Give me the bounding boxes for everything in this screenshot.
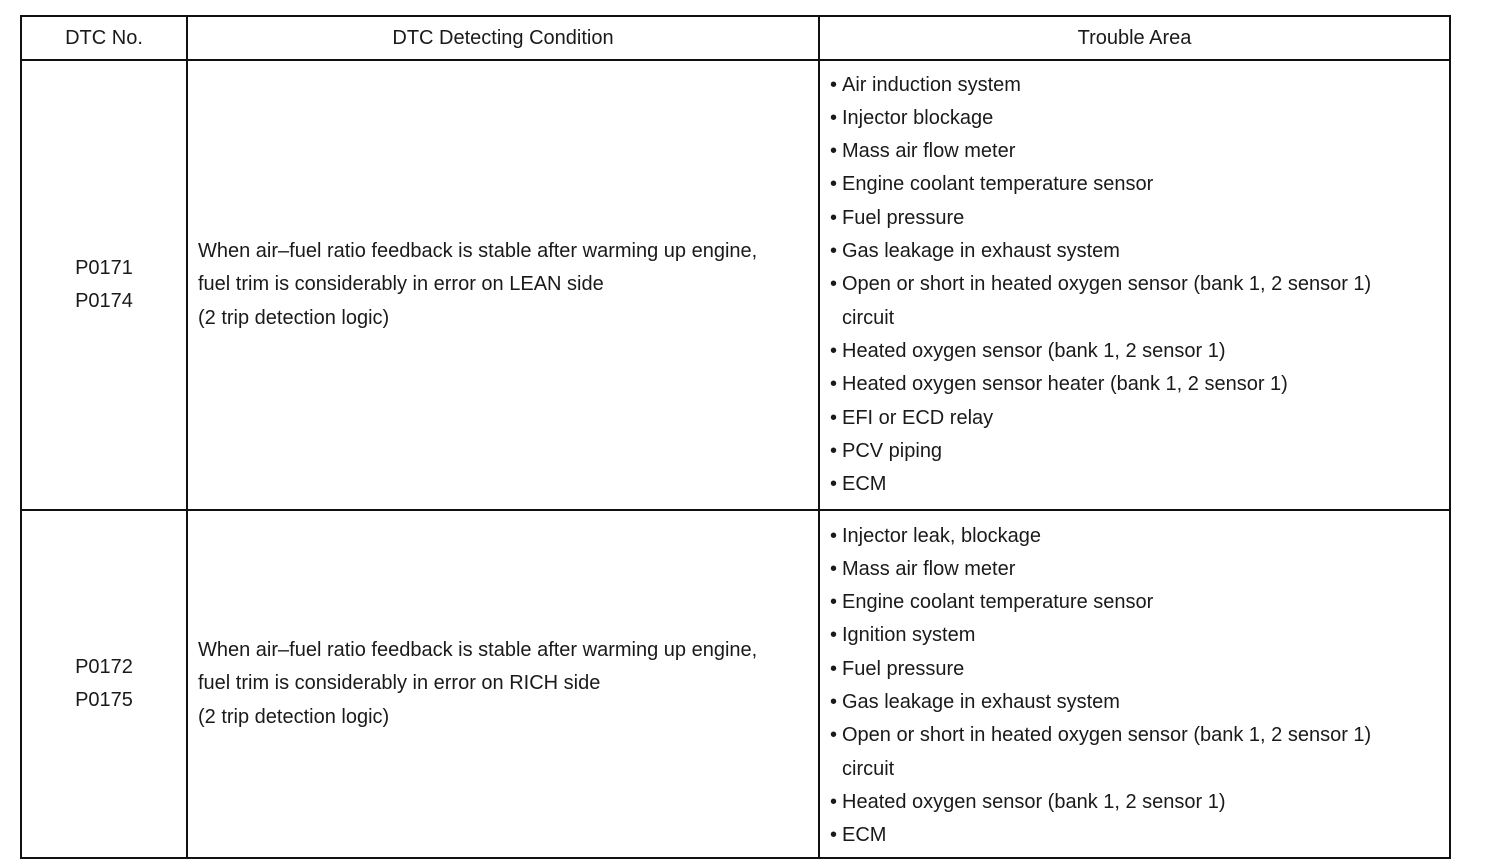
bullet-icon: • (830, 140, 838, 163)
dtc-code-cell (21, 510, 187, 858)
bullet-icon: • (830, 724, 838, 747)
trouble-area-item: • ECM (830, 468, 1449, 501)
bullet-icon: • (830, 657, 838, 680)
bullet-icon: • (830, 339, 838, 362)
trouble-area-item: • Open or short in heated oxygen sensor (bank 1, 2 sensor 1) circuit (830, 719, 1449, 786)
header-detecting-condition: DTC Detecting Condition (187, 16, 819, 60)
dtc-code: P0175 (75, 689, 133, 711)
condition-line: When air–fuel ratio feedback is stable after warming up engine, (198, 239, 758, 262)
trouble-area-cell (819, 510, 1450, 858)
bullet-icon: • (830, 173, 838, 196)
table-row (21, 60, 1450, 510)
bullet-icon: • (830, 473, 838, 496)
trouble-area-item: • Mass air flow meter (830, 135, 1449, 168)
dtc-code-cell (21, 60, 187, 510)
trouble-area-item: • Air induction system (830, 69, 1449, 102)
trouble-area-list (830, 520, 1449, 853)
condition-cell (187, 510, 819, 858)
bullet-icon: • (830, 373, 838, 396)
condition-line: (2 trip detection logic) (198, 705, 390, 728)
trouble-area-cell (819, 60, 1450, 510)
trouble-area-item: • Ignition system (830, 619, 1449, 652)
trouble-area-item: • Mass air flow meter (830, 553, 1449, 586)
header-row (21, 16, 1450, 60)
bullet-icon: • (830, 273, 838, 296)
bullet-icon: • (830, 790, 838, 813)
bullet-icon: • (830, 73, 838, 96)
dtc-code: P0174 (75, 290, 133, 312)
bullet-icon: • (830, 524, 838, 547)
trouble-area-item: • Injector leak, blockage (830, 520, 1449, 553)
bullet-icon: • (830, 106, 838, 129)
bullet-icon: • (830, 406, 838, 429)
trouble-area-item: • PCV piping (830, 435, 1449, 468)
trouble-area-item: • Engine coolant temperature sensor (830, 168, 1449, 201)
condition-line: fuel trim is considerably in error on RICH side (198, 672, 601, 695)
trouble-area-item: • Gas leakage in exhaust system (830, 686, 1449, 719)
bullet-icon: • (830, 824, 838, 847)
header-dtc-no: DTC No. (21, 16, 187, 60)
trouble-area-item: • Open or short in heated oxygen sensor (bank 1, 2 sensor 1) circuit (830, 268, 1449, 335)
trouble-area-item: • Injector blockage (830, 102, 1449, 135)
trouble-area-item: • Engine coolant temperature sensor (830, 586, 1449, 619)
bullet-icon: • (830, 557, 838, 580)
bullet-icon: • (830, 624, 838, 647)
condition-line: fuel trim is considerably in error on LEAN side (198, 273, 604, 296)
condition-line: When air–fuel ratio feedback is stable after warming up engine, (198, 638, 758, 661)
header-trouble-area: Trouble Area (819, 16, 1450, 60)
dtc-table (20, 15, 1451, 859)
bullet-icon: • (830, 439, 838, 462)
dtc-code: P0172 (75, 655, 133, 678)
table-row (21, 510, 1450, 858)
trouble-area-item: • Gas leakage in exhaust system (830, 235, 1449, 268)
condition-line: (2 trip detection logic) (198, 306, 390, 329)
bullet-icon: • (830, 240, 838, 263)
trouble-area-item: • Heated oxygen sensor (bank 1, 2 sensor 1) (830, 786, 1449, 819)
bullet-icon: • (830, 591, 838, 614)
trouble-area-item: • Heated oxygen sensor (bank 1, 2 sensor 1) (830, 335, 1449, 368)
dtc-code: P0171 (75, 256, 133, 279)
condition-cell (187, 60, 819, 510)
trouble-area-item: • EFI or ECD relay (830, 402, 1449, 435)
trouble-area-item: • Heated oxygen sensor heater (bank 1, 2 sensor 1) (830, 368, 1449, 401)
bullet-icon: • (830, 691, 838, 713)
trouble-area-list (830, 69, 1449, 502)
trouble-area-item: • Fuel pressure (830, 653, 1449, 686)
table-body (21, 60, 1450, 858)
trouble-area-item: • ECM (830, 819, 1449, 852)
table-header (21, 16, 1450, 60)
bullet-icon: • (830, 206, 838, 229)
trouble-area-item: • Fuel pressure (830, 202, 1449, 235)
